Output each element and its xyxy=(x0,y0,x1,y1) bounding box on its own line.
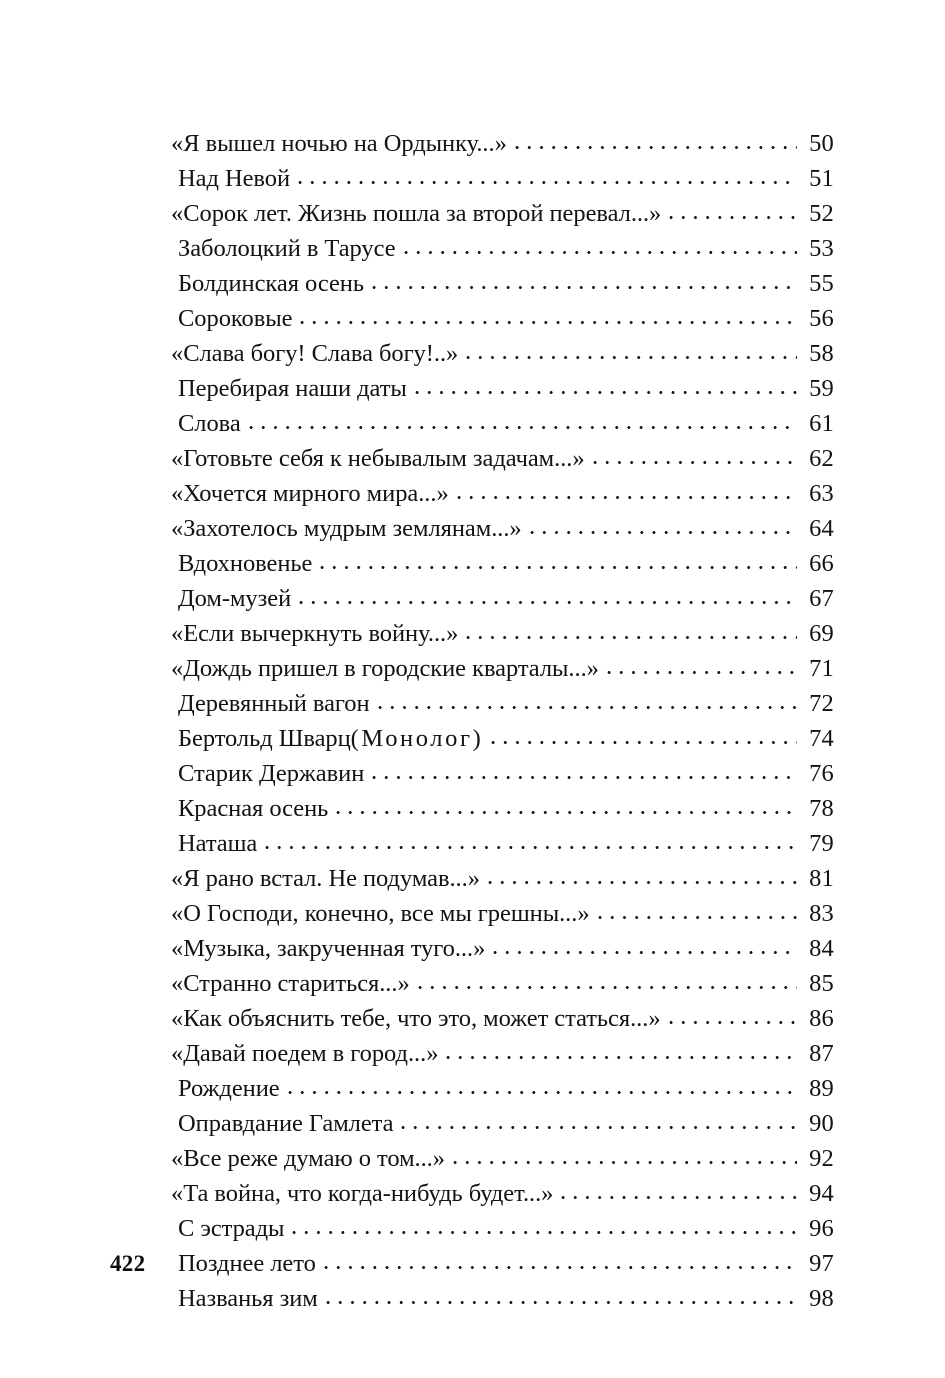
toc-entry[interactable] xyxy=(178,791,834,826)
dot-leader xyxy=(294,167,797,191)
dot-leader xyxy=(288,1217,797,1241)
toc-entry-title: Сороковые xyxy=(178,305,293,332)
toc-entry-title: Над Невой xyxy=(178,165,291,192)
toc-entry-page-number: 61 xyxy=(809,410,834,437)
toc-entry-page-number: 90 xyxy=(809,1110,834,1137)
dot-leader xyxy=(589,447,797,471)
dot-leader xyxy=(296,307,797,331)
toc-entry-page-number: 89 xyxy=(809,1075,834,1102)
toc-entry[interactable] xyxy=(171,441,834,476)
dot-leader xyxy=(316,552,797,576)
toc-entry-title: «Если вычеркнуть войну...» xyxy=(171,620,459,647)
dot-leader xyxy=(332,797,797,821)
toc-entry[interactable] xyxy=(171,1036,834,1071)
toc-entry-title: «Давай поедем в город...» xyxy=(171,1040,439,1067)
toc-entry-title: Позднее лето xyxy=(178,1250,316,1277)
dot-leader xyxy=(665,202,797,226)
toc-entry-page-number: 81 xyxy=(809,865,834,892)
toc-entry[interactable] xyxy=(178,161,834,196)
toc-entry-title: Слова xyxy=(178,410,241,437)
toc-entry[interactable] xyxy=(171,896,834,931)
folio-page-number: 422 xyxy=(110,1251,146,1276)
toc-entry[interactable] xyxy=(178,826,834,861)
dot-leader xyxy=(368,272,797,296)
dot-leader xyxy=(414,972,797,996)
toc-entry[interactable] xyxy=(171,1176,834,1211)
toc-entry-title: «О Господи, конечно, все мы грешны...» xyxy=(171,900,590,927)
toc-entry-title: Названья зим xyxy=(178,1285,318,1312)
dot-leader xyxy=(511,132,797,156)
toc-entry-page-number: 85 xyxy=(809,970,834,997)
toc-entry-title: С эстрады xyxy=(178,1215,285,1242)
dot-leader xyxy=(526,517,797,541)
dot-leader xyxy=(368,762,797,786)
dot-leader xyxy=(462,342,797,366)
dot-leader xyxy=(320,1252,797,1276)
toc-entry[interactable] xyxy=(171,966,834,1001)
toc-entry-title: «Сорок лет. Жизнь пошла за второй перевал...» xyxy=(171,200,662,227)
dot-leader xyxy=(665,1007,797,1031)
toc-entry-title-subtitle: (Монолог) xyxy=(350,725,484,752)
toc-entry[interactable] xyxy=(110,1246,834,1281)
dot-leader xyxy=(462,622,797,646)
toc-entry-title: Вдохновенье xyxy=(178,550,313,577)
toc-entry-title: «Дождь пришел в городские кварталы...» xyxy=(171,655,599,682)
dot-leader xyxy=(322,1287,797,1311)
toc-entry[interactable] xyxy=(178,1211,834,1246)
toc-entry-title: Красная осень xyxy=(178,795,329,822)
toc-entry-page-number: 98 xyxy=(809,1285,834,1312)
toc-entry-title: Наташа xyxy=(178,830,258,857)
dot-leader xyxy=(411,377,797,401)
toc-entry-title: Оправдание Гамлета xyxy=(178,1110,394,1137)
toc-entry[interactable] xyxy=(171,616,834,651)
toc-entry-title: «Та война, что когда-нибудь будет...» xyxy=(171,1180,554,1207)
toc-entry-page-number: 63 xyxy=(809,480,834,507)
toc-entry[interactable] xyxy=(178,686,834,721)
toc-entry[interactable] xyxy=(171,196,834,231)
dot-leader xyxy=(442,1042,797,1066)
toc-entry-title: «Хочется мирного мира...» xyxy=(171,480,449,507)
toc-entry-page-number: 94 xyxy=(809,1180,834,1207)
toc-entry[interactable] xyxy=(171,931,834,966)
dot-leader xyxy=(603,657,797,681)
dot-leader xyxy=(284,1077,797,1101)
toc-entry-page-number: 69 xyxy=(809,620,834,647)
dot-leader xyxy=(453,482,797,506)
dot-leader xyxy=(374,692,797,716)
toc-entry-page-number: 87 xyxy=(809,1040,834,1067)
toc-entry-page-number: 58 xyxy=(809,340,834,367)
toc-entry[interactable] xyxy=(171,126,834,161)
toc-entry[interactable] xyxy=(178,581,834,616)
toc-entry-title: «Странно стариться...» xyxy=(171,970,410,997)
toc-entry-title: Дом-музей xyxy=(178,585,292,612)
toc-entry-title: Болдинская осень xyxy=(178,270,364,297)
toc-entry-page-number: 64 xyxy=(809,515,834,542)
toc-entry-page-number: 86 xyxy=(809,1005,834,1032)
toc-entry[interactable] xyxy=(178,721,834,756)
toc-entry-title: Рождение xyxy=(178,1075,280,1102)
toc-entry-title: «Готовьте себя к небывалым задачам...» xyxy=(171,445,585,472)
toc-entry-page-number: 53 xyxy=(809,235,834,262)
toc-entry[interactable] xyxy=(178,266,834,301)
toc-entry-title: Деревянный вагон xyxy=(178,690,370,717)
toc-entry-title: Заболоцкий в Тарусе xyxy=(178,235,396,262)
toc-entry[interactable] xyxy=(178,756,834,791)
toc-entry-page-number: 96 xyxy=(809,1215,834,1242)
toc-entry-title: Перебирая наши даты xyxy=(178,375,407,402)
toc-entry-page-number: 67 xyxy=(809,585,834,612)
toc-entry-page-number: 97 xyxy=(809,1250,834,1277)
dot-leader xyxy=(261,832,797,856)
toc-entry-page-number: 72 xyxy=(809,690,834,717)
toc-entry[interactable] xyxy=(178,1281,834,1316)
dot-leader xyxy=(489,937,797,961)
toc-entry-page-number: 59 xyxy=(809,375,834,402)
toc-entry-page-number: 56 xyxy=(809,305,834,332)
dot-leader xyxy=(449,1147,797,1171)
toc-entry[interactable] xyxy=(178,406,834,441)
toc-entry[interactable] xyxy=(171,651,834,686)
toc-entry[interactable] xyxy=(171,511,834,546)
toc-entry-title: Бертольд Шварц xyxy=(178,725,351,752)
toc-entry-page-number: 52 xyxy=(809,200,834,227)
toc-entry[interactable] xyxy=(171,1001,834,1036)
toc-entry-page-number: 79 xyxy=(809,830,834,857)
toc-entry-title: «Я вышел ночью на Ордынку...» xyxy=(171,130,507,157)
dot-leader xyxy=(487,727,797,751)
toc-entry[interactable] xyxy=(171,476,834,511)
toc-entry-title: «Все реже думаю о том...» xyxy=(171,1145,445,1172)
table-of-contents-list xyxy=(110,126,834,1316)
toc-entry-title: «Я рано встал. Не подумав...» xyxy=(171,865,480,892)
toc-entry-page-number: 74 xyxy=(809,725,834,752)
toc-entry-page-number: 62 xyxy=(809,445,834,472)
toc-entry-page-number: 76 xyxy=(809,760,834,787)
toc-entry-title: «Как объяснить тебе, что это, может статься...» xyxy=(171,1005,661,1032)
toc-entry-page-number: 66 xyxy=(809,550,834,577)
toc-entry-page-number: 50 xyxy=(809,130,834,157)
toc-entry-title: «Захотелось мудрым землянам...» xyxy=(171,515,522,542)
toc-entry-page-number: 83 xyxy=(809,900,834,927)
toc-entry[interactable] xyxy=(171,861,834,896)
toc-entry-page-number: 78 xyxy=(809,795,834,822)
toc-entry-page-number: 71 xyxy=(809,655,834,682)
toc-entry[interactable] xyxy=(171,1141,834,1176)
dot-leader xyxy=(295,587,797,611)
toc-entry[interactable] xyxy=(178,546,834,581)
dot-leader xyxy=(400,237,797,261)
toc-entry-page-number: 55 xyxy=(809,270,834,297)
dot-leader xyxy=(557,1182,797,1206)
toc-entry-title: Старик Державин xyxy=(178,760,365,787)
toc-entry-page-number: 84 xyxy=(809,935,834,962)
dot-leader xyxy=(594,902,797,926)
dot-leader xyxy=(484,867,797,891)
toc-entry[interactable] xyxy=(171,336,834,371)
toc-entry[interactable] xyxy=(178,301,834,336)
toc-entry-title: «Музыка, закрученная туго...» xyxy=(171,935,486,962)
toc-entry-title: «Слава богу! Слава богу!..» xyxy=(171,340,459,367)
toc-entry[interactable] xyxy=(178,231,834,266)
toc-entry-page-number: 92 xyxy=(809,1145,834,1172)
toc-entry[interactable] xyxy=(178,371,834,406)
dot-leader xyxy=(397,1112,797,1136)
toc-entry[interactable] xyxy=(178,1106,834,1141)
toc-entry-page-number: 51 xyxy=(809,165,834,192)
dot-leader xyxy=(245,412,797,436)
toc-entry[interactable] xyxy=(178,1071,834,1106)
